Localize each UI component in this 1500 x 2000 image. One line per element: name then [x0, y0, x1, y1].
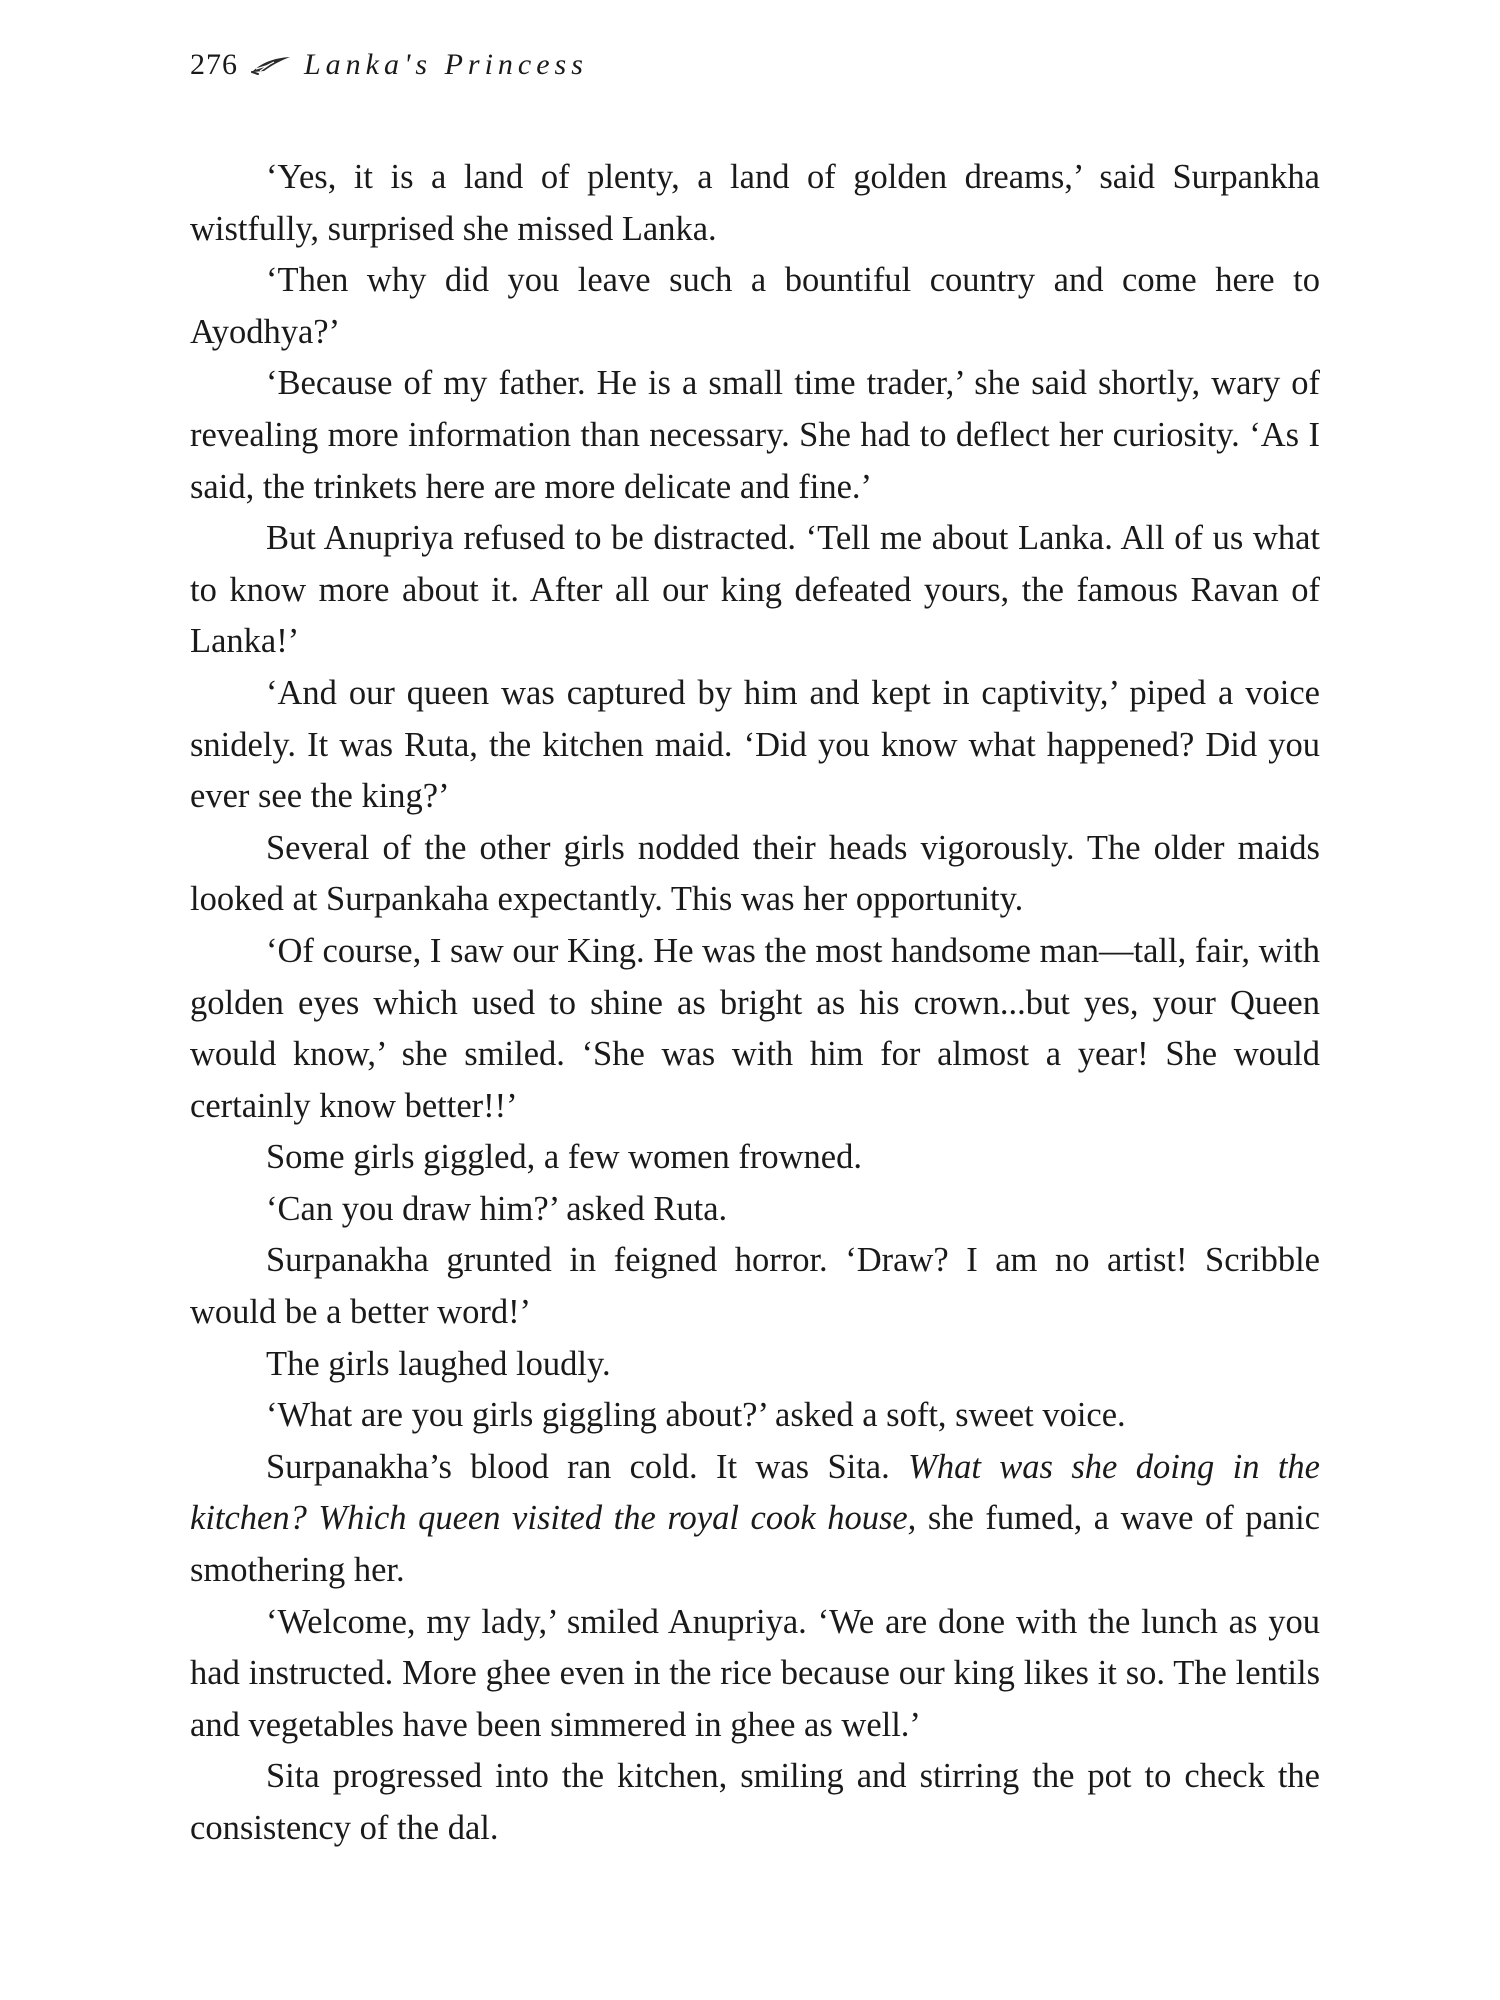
paragraph: ‘Then why did you leave such a bountiful country and come here to Ayodhya?’	[190, 261, 1320, 351]
paragraph: Several of the other girls nodded their heads vigorously. The older maids looked at Surpankaha expectantly. This was her opportunity.	[190, 828, 1320, 919]
body-text	[190, 152, 1320, 1855]
italic-thought: What was she doing in the kitchen? Which queen visited the royal cook house,	[190, 1447, 1320, 1538]
book-title: Lanka's Princess	[304, 48, 588, 81]
paragraph	[190, 1442, 1320, 1597]
running-head	[190, 48, 588, 98]
paragraph: Surpanakha grunted in feigned horror. ‘Draw? I am no artist! Scribble would be a better word!’	[190, 1241, 1320, 1332]
paragraph-text: Surpanakha’s blood ran cold. It was Sita.	[266, 1447, 909, 1486]
paragraph: ‘Welcome, my lady,’ smiled Anupriya. ‘We are done with the lunch as you had instructed. More ghee even in the rice because our king likes it so. The lentils and vegetables have been simmered in ghee as well.’	[190, 1602, 1320, 1744]
paragraph: ‘Of course, I saw our King. He was the most handsome man—tall, fair, with golden eyes which used to shine as bright as his crown...but yes, your Queen would know,’ she smiled. ‘She was with him for almost a year! She would certainly know better!!’	[190, 931, 1320, 1125]
paragraph: ‘Because of my father. He is a small time trader,’ she said shortly, wary of revealing more information than necessary. She had to deflect her curiosity. ‘As I said, the trinkets here are more delicate and fine.’	[190, 364, 1320, 506]
paragraph-text: she fumed, a wave of panic smothering her.	[190, 1499, 1320, 1590]
page-number: 276	[190, 48, 238, 81]
paragraph: Sita progressed into the kitchen, smiling and stirring the pot to check the consistency of the dal.	[190, 1757, 1320, 1847]
paragraph: Some girls giggled, a few women frowned.	[266, 1138, 862, 1177]
paragraph: The girls laughed loudly.	[266, 1344, 611, 1383]
book-page	[190, 0, 1320, 2000]
paragraph: ‘Can you draw him?’ asked Ruta.	[266, 1189, 728, 1228]
quill-ornament-icon	[250, 50, 294, 72]
paragraph: ‘Yes, it is a land of plenty, a land of golden dreams,’ said Surpankha wistfully, surprised she missed Lanka.	[190, 158, 1320, 248]
paragraph: ‘What are you girls giggling about?’ asked a soft, sweet voice.	[266, 1396, 1126, 1435]
paragraph: But Anupriya refused to be distracted. ‘Tell me about Lanka. All of us what to know more about it. After all our king defeated yours, the famous Ravan of Lanka!’	[190, 519, 1320, 661]
paragraph: ‘And our queen was captured by him and kept in captivity,’ piped a voice snidely. It was Ruta, the kitchen maid. ‘Did you know what happened? Did you ever see the king?’	[190, 673, 1320, 816]
